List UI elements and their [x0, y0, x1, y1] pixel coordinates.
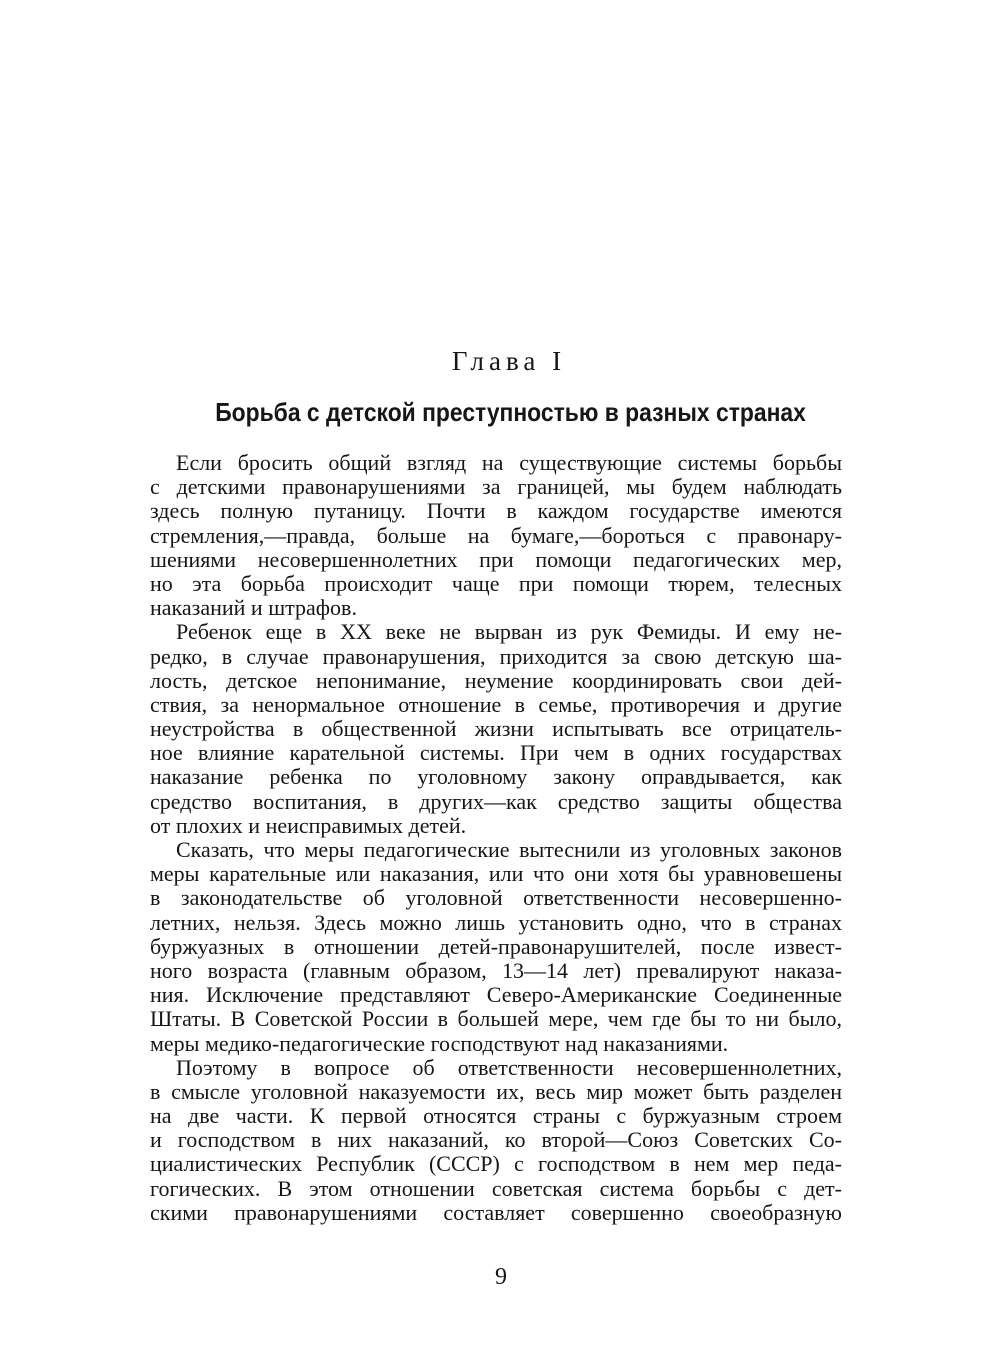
- text-line: наказание ребенка по уголовному закону оправдывается, как: [150, 764, 842, 790]
- text-line: стремления,—правда, больше на бумаге,—бороться с правонару-: [150, 522, 842, 548]
- text-line: и господством в них наказаний, ко второй—Союз Советских Со-: [150, 1127, 842, 1153]
- text-line: от плохих и неисправимых детей.: [150, 812, 467, 838]
- text-line: меры медико-педагогические господствуют над наказаниями.: [150, 1030, 729, 1056]
- paragraph: [150, 451, 842, 620]
- text-line: в законодательстве об уголовной ответственности несовершенно-: [150, 885, 842, 911]
- chapter-label: Глава I: [451, 346, 567, 376]
- paragraph: [150, 838, 842, 1056]
- text-line: шениями несовершеннолетних при помощи педагогических мер,: [150, 546, 842, 572]
- text-line: но эта борьба происходит чаще при помощи тюрем, телесных: [150, 570, 842, 596]
- page-number: 9: [495, 1264, 507, 1290]
- paragraph: [150, 620, 842, 838]
- paragraph: [150, 1056, 842, 1225]
- text-line: наказаний и штрафов.: [150, 595, 357, 621]
- text-line: Сказать, что меры педагогические вытеснили из уголовных законов: [176, 837, 842, 862]
- text-line: неустройства в общественной жизни испытывать все отрицатель-: [150, 716, 842, 742]
- chapter-title: Борьба с детской преступностью в разных странах: [215, 397, 806, 427]
- text-line: ного возраста (главным образом, 13—14 лет) превалируют наказа-: [150, 957, 842, 983]
- text-line: с детскими правонарушениями за границей, мы будем наблюдать: [150, 474, 842, 500]
- text-line: в смысле уголовной наказуемости их, весь мир может быть разделен: [150, 1078, 842, 1104]
- text-line: ствия, за ненормальное отношение в семье, противоречия и другие: [150, 691, 842, 717]
- body-text: [150, 451, 842, 1225]
- text-line: здесь полную путаницу. Почти в каждом государстве имеются: [150, 498, 842, 524]
- text-line: гогических. В этом отношении советская система борьбы с дет-: [150, 1175, 842, 1201]
- text-line: средство воспитания, в других—как средство защиты общества: [150, 788, 842, 814]
- text-line: лость, детское непонимание, неумение координировать свои дей-: [150, 667, 842, 693]
- text-line: на две части. К первой относятся страны с буржуазным строем: [150, 1103, 842, 1129]
- text-line: Штаты. В Советской России в большей мере, чем где бы то ни было,: [150, 1006, 842, 1032]
- text-line: Ребенок еще в XX веке не вырван из рук Фемиды. И ему не-: [176, 619, 842, 645]
- text-line: скими правонарушениями составляет совершенно своеобразную: [150, 1199, 842, 1225]
- text-line: циалистических Республик (СССР) с господством в нем мер педа-: [150, 1151, 842, 1177]
- text-line: Поэтому в вопросе об ответственности несовершеннолетних,: [176, 1054, 842, 1080]
- text-line: редко, в случае правонарушения, приходится за свою детскую ша-: [150, 643, 842, 669]
- text-line: ное влияние карательной системы. При чем в одних государствах: [150, 740, 842, 766]
- text-line: летних, нельзя. Здесь можно лишь установить одно, что в странах: [150, 909, 842, 935]
- text-line: Если бросить общий взгляд на существующие системы борьбы: [176, 450, 842, 475]
- text-line: ния. Исключение представляют Северо-Американские Соединенные: [150, 982, 842, 1008]
- text-line: меры карательные или наказания, или что они хотя бы уравновешены: [150, 861, 842, 887]
- text-line: буржуазных в отношении детей-правонарушителей, после извест-: [150, 933, 842, 959]
